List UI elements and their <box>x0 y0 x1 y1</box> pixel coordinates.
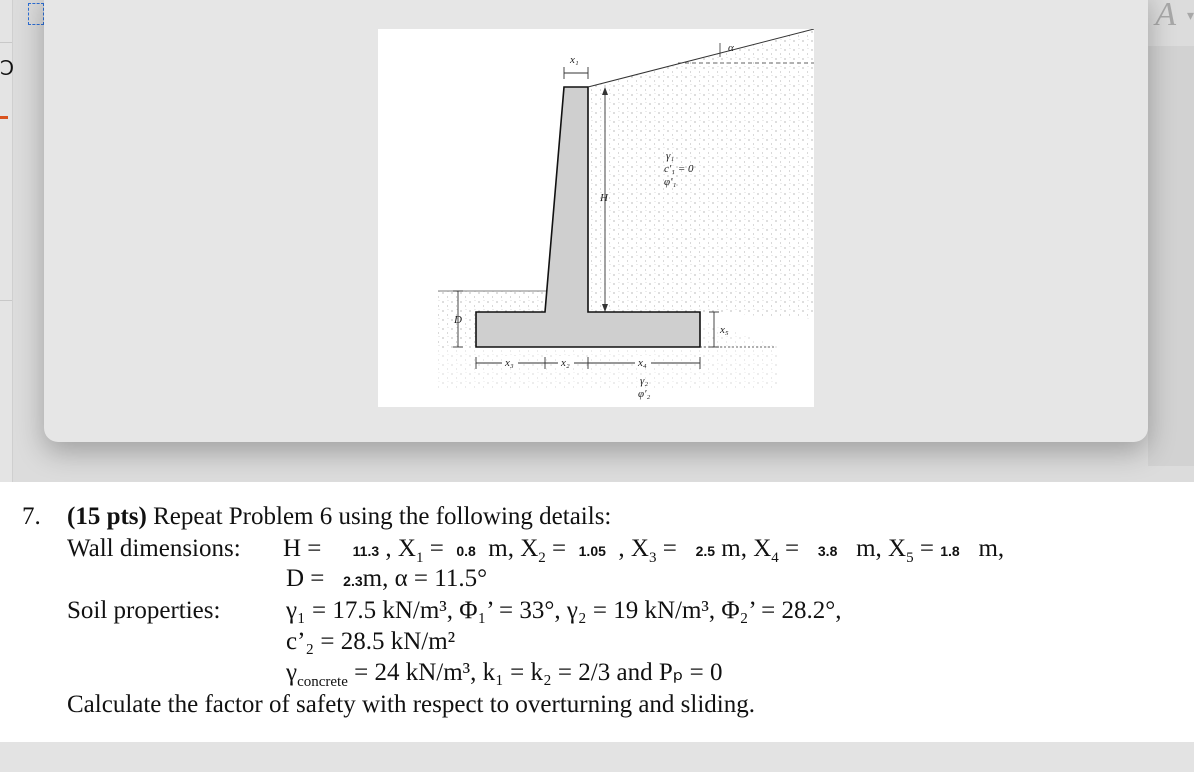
rail-divider <box>0 300 12 301</box>
wall-dimensions-line2: D = 2.3m, α = 11.5° <box>286 565 488 592</box>
problem-statement <box>67 504 611 529</box>
chevron-down-icon[interactable]: ▾ <box>1186 9 1194 24</box>
label-alpha: α <box>728 42 734 54</box>
rail-tool-icon[interactable]: Ↄ <box>0 58 15 80</box>
rail-accent-mark <box>0 116 8 119</box>
label-H: H <box>600 192 608 204</box>
text-style-icon[interactable]: A <box>1155 0 1176 33</box>
right-panel-strip <box>1148 46 1194 466</box>
task-statement: Calculate the factor of safety with respect to overturning and sliding. <box>67 691 755 718</box>
problem-points: (15 pts) <box>67 503 147 530</box>
label-D: D <box>454 314 462 326</box>
soil-properties-line2: c’₂ = 28.5 kN/m² <box>286 628 456 655</box>
label-c1: c′₁ = 0 <box>664 163 694 175</box>
retaining-wall-diagram <box>378 29 814 407</box>
label-phi2: φ′₂ <box>638 388 651 400</box>
label-gamma1: γ₁ <box>666 150 675 162</box>
label-phi1: φ′₁ <box>664 176 677 188</box>
soil-properties-label: Soil properties: <box>67 597 221 624</box>
value-D: 2.3 <box>343 573 363 589</box>
backfill-soil <box>588 29 814 319</box>
wall-dimensions-line1: H = 11.3 , $X_1 = 0.8$ m, $X_2 = 1.05$ , $X_3 = 2.5$ m, $X_4 = 3.8$ m, $X_5 = 1.8$ m, <box>283 535 1005 566</box>
label-x4: x₄ <box>638 357 647 369</box>
label-x5: x₅ <box>720 324 729 336</box>
value-x3: 2.5 <box>695 543 716 559</box>
value-H: 11.3 <box>352 543 380 559</box>
label-gamma2: γ₂ <box>640 375 649 387</box>
selection-box-icon[interactable] <box>28 3 44 25</box>
problem-intro: Repeat Problem 6 using the following details: <box>146 503 612 530</box>
bottom-bar <box>0 742 1194 772</box>
wall-dimensions-label: Wall dimensions: <box>67 535 241 562</box>
label-x3: x₃ <box>505 357 514 369</box>
value-x4: 3.8 <box>817 543 838 559</box>
rail-divider <box>0 42 12 43</box>
value-alpha: 11.5° <box>434 565 488 592</box>
value-x1: 0.8 <box>456 543 476 559</box>
image-preview-popup[interactable] <box>44 0 1148 442</box>
document-page <box>0 482 1194 742</box>
value-x2: 1.05 <box>578 543 606 559</box>
retaining-wall-figure <box>378 29 814 407</box>
label-x1: x₁ <box>570 54 579 66</box>
soil-properties-line1: γ₁ = 17.5 kN/m³, Φ₁’ = 33°, γ₂ = 19 kN/m³, Φ₂’ = 28.2°, <box>286 597 842 624</box>
problem-number: 7. <box>22 503 41 530</box>
soil-properties-line3: $\gamma_{concrete} = 24$ kN/m³, k₁ = k₂ = 2/3 and Pₚ = 0 <box>286 659 723 690</box>
value-x5: 1.8 <box>940 543 960 559</box>
concrete-unit-weight: = 24 kN/m³, k₁ = k₂ = 2/3 and Pₚ = 0 <box>347 659 723 686</box>
label-x2: x₂ <box>561 357 570 369</box>
